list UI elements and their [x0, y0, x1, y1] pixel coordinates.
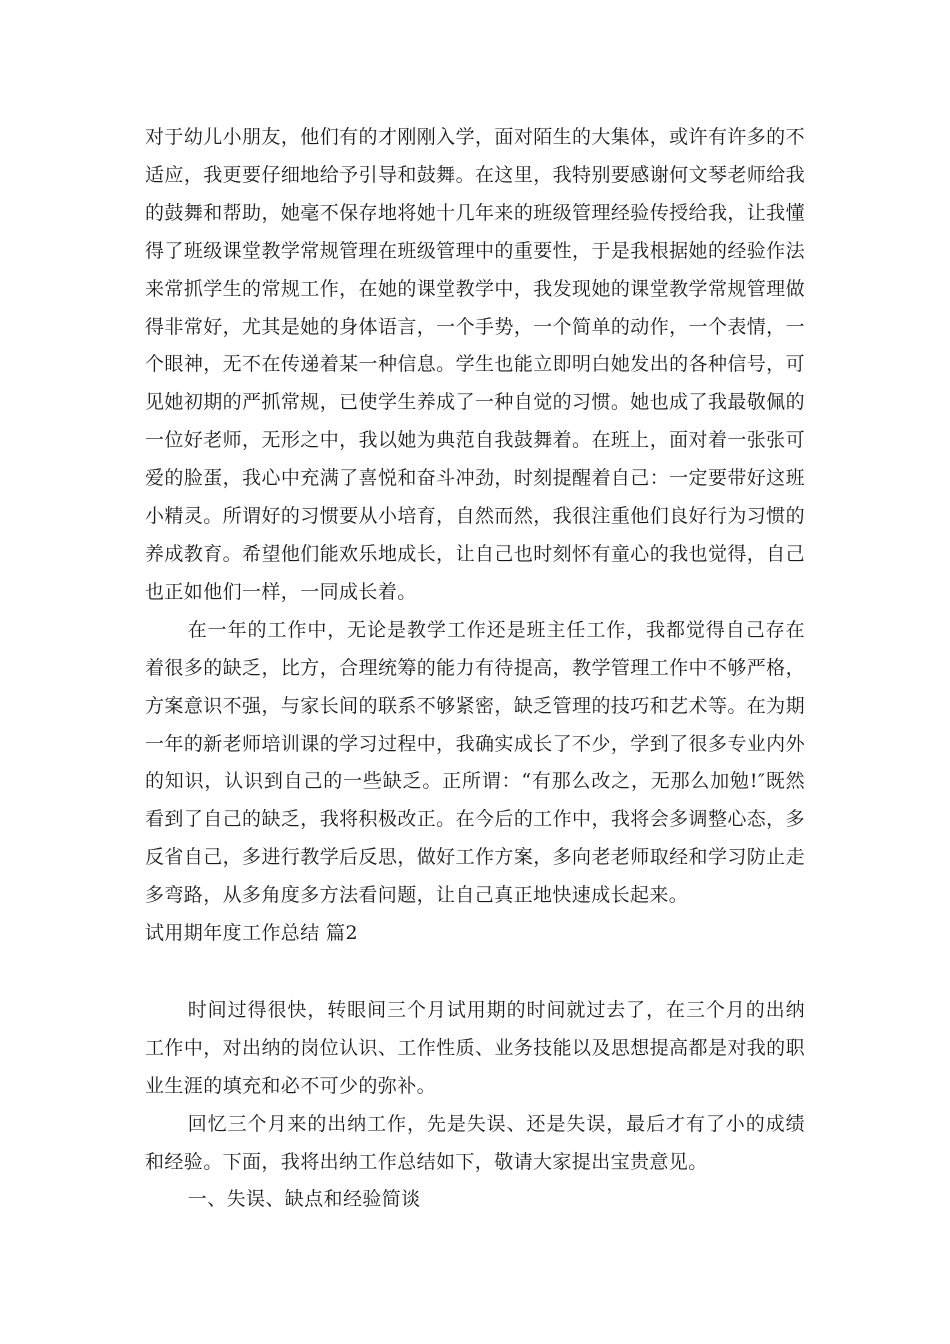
- document-body: [145, 119, 805, 1219]
- paragraph-intro: 时间过得很快，转眼间三个月试用期的时间就过去了，在三个月的出纳工作中，对出纳的岗位认识、工作性质、业务技能以及思想提高都是对我的职业生涯的填充和必不可少的弥补。: [145, 998, 805, 1097]
- blank-line: [145, 953, 805, 992]
- section-heading: 试用期年度工作总结 篇2: [145, 922, 358, 945]
- paragraph-shortcomings: 在一年的工作中，无论是教学工作还是班主任工作，我都觉得自己存在着很多的缺乏，比方，合理统筹的能力有待提高，教学管理工作中不够严格，方案意识不强，与家长间的联系不够紧密，缺乏管理的技巧和艺术等。在为期一年的新老师培训课的学习过程中，我确实成长了不少，学到了很多专业内外的知识，认识到自己的一些缺乏。正所谓：“有那么改之，无那么加勉!″既然看到了自己的缺乏，我将积极改正。在今后的工作中，我将会多调整心态，多反省自己，多进行教学后反思，做好工作方案，多向老老师取经和学习防止走多弯路，从多角度多方法看问题，让自己真正地快速成长起来。: [145, 618, 805, 907]
- paragraph-continuation: 对于幼儿小朋友，他们有的才刚刚入学，面对陌生的大集体，或许有许多的不适应，我更要仔细地给予引导和鼓舞。在这里，我特别要感谢何文琴老师给我的鼓舞和帮助，她毫不保存地将她十几年来的班级管理经验传授给我，让我懂得了班级课堂教学常规管理在班级管理中的重要性，于是我根据她的经验作法来常抓学生的常规工作，在她的课堂教学中，我发现她的课堂教学常规管理做得非常好，尤其是她的身体语言，一个手势，一个简单的动作，一个表情，一个眼神，无不在传递着某一种信息。学生也能立即明白她发出的各种信号，可见她初期的严抓常规，已使学生养成了一种自觉的习惯。她也成了我最敬佩的一位好老师，无形之中，我以她为典范自我鼓舞着。在班上，面对着一张张可爱的脸蛋，我心中充满了喜悦和奋斗冲劲，时刻提醒着自己：一定要带好这班小精灵。所谓好的习惯要从小培育，自然而然，我很注重他们良好行为习惯的养成教育。希望他们能欢乐地成长，让自己也时刻怀有童心的我也觉得，自己也正如他们一样，一同成长着。: [145, 126, 805, 603]
- paragraph-review: 回忆三个月来的出纳工作，先是失误、还是失误，最后才有了小的成绩和经验。下面，我将出纳工作总结如下，敬请大家提出宝贵意见。: [145, 1112, 805, 1173]
- subheading-mistakes: 一、失误、缺点和经验简谈: [187, 1188, 421, 1211]
